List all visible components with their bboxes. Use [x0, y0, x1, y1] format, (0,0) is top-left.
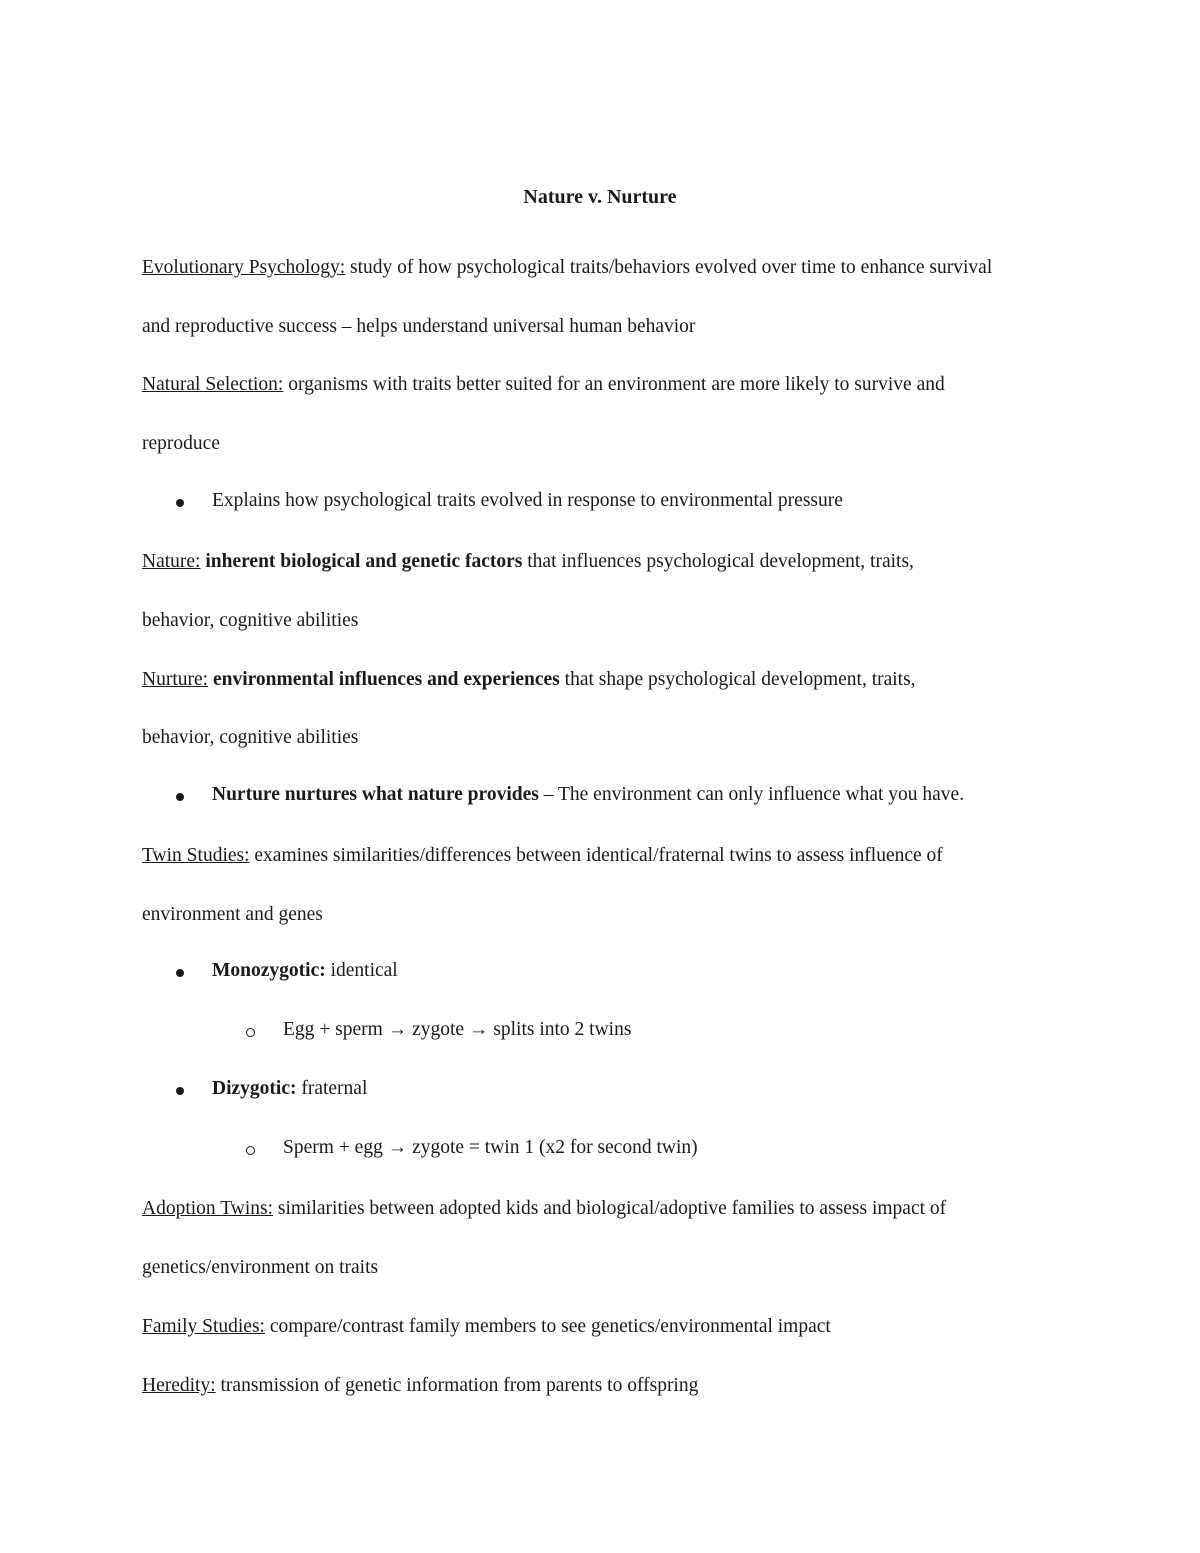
heredity-line: Heredity: transmission of genetic information from parents to offspring — [142, 1375, 699, 1396]
term-heredity: Heredity: — [142, 1375, 216, 1396]
adoption-twins-line-2: genetics/environment on traits — [142, 1257, 379, 1278]
bullet-icon — [176, 490, 188, 516]
page-title: Nature v. Nurture — [523, 186, 677, 208]
term-natural-selection: Natural Selection: — [142, 374, 284, 395]
list-item: Monozygotic: identical — [142, 960, 1072, 986]
term-nurture: Nurture: — [142, 669, 209, 690]
nature-line-2: behavior, cognitive abilities — [142, 610, 359, 631]
term-family-studies: Family Studies: — [142, 1316, 265, 1337]
term-evolutionary-psychology: Evolutionary Psychology: — [142, 257, 346, 278]
bullet-icon — [176, 960, 188, 986]
term-adoption-twins: Adoption Twins: — [142, 1198, 273, 1219]
adoption-twins-line-1: Adoption Twins: similarities between adopted kids and biological/adoptive families to assess impact of — [142, 1198, 947, 1219]
term-twin-studies: Twin Studies: — [142, 845, 250, 866]
hollow-bullet-icon — [246, 1137, 260, 1163]
twin-studies-line-1: Twin Studies: examines similarities/differences between identical/fraternal twins to assess influence of — [142, 845, 943, 866]
sub-list-item: Sperm + egg → zygote = twin 1 (x2 for second twin) — [142, 1137, 1072, 1163]
natural-selection-line-1: Natural Selection: organisms with traits better suited for an environment are more likely to survive and — [142, 374, 945, 395]
sub-list-item: Egg + sperm → zygote → splits into 2 twins — [142, 1019, 1072, 1045]
twin-studies-line-2: environment and genes — [142, 904, 323, 925]
hollow-bullet-icon — [246, 1019, 260, 1045]
nurture-line-1: Nurture: environmental influences and experiences that shape psychological development, traits, — [142, 669, 916, 690]
bullet-icon — [176, 784, 188, 810]
evolutionary-psychology-line-1: Evolutionary Psychology: study of how psychological traits/behaviors evolved over time to enhance survival — [142, 257, 993, 278]
nature-line-1: Nature: inherent biological and genetic factors that influences psychological development, traits, — [142, 551, 914, 572]
evolutionary-psychology-line-2: and reproductive success – helps understand universal human behavior — [142, 316, 696, 337]
list-item: Dizygotic: fraternal — [142, 1078, 1072, 1104]
list-item: Explains how psychological traits evolved in response to environmental pressure — [142, 490, 1072, 516]
bullet-icon — [176, 1078, 188, 1104]
natural-selection-line-2: reproduce — [142, 433, 220, 454]
nurture-line-2: behavior, cognitive abilities — [142, 727, 359, 748]
family-studies-line: Family Studies: compare/contrast family members to see genetics/environmental impact — [142, 1316, 831, 1337]
term-nature: Nature: — [142, 551, 201, 572]
list-item: Nurture nurtures what nature provides – The environment can only influence what you have. — [142, 784, 1072, 810]
